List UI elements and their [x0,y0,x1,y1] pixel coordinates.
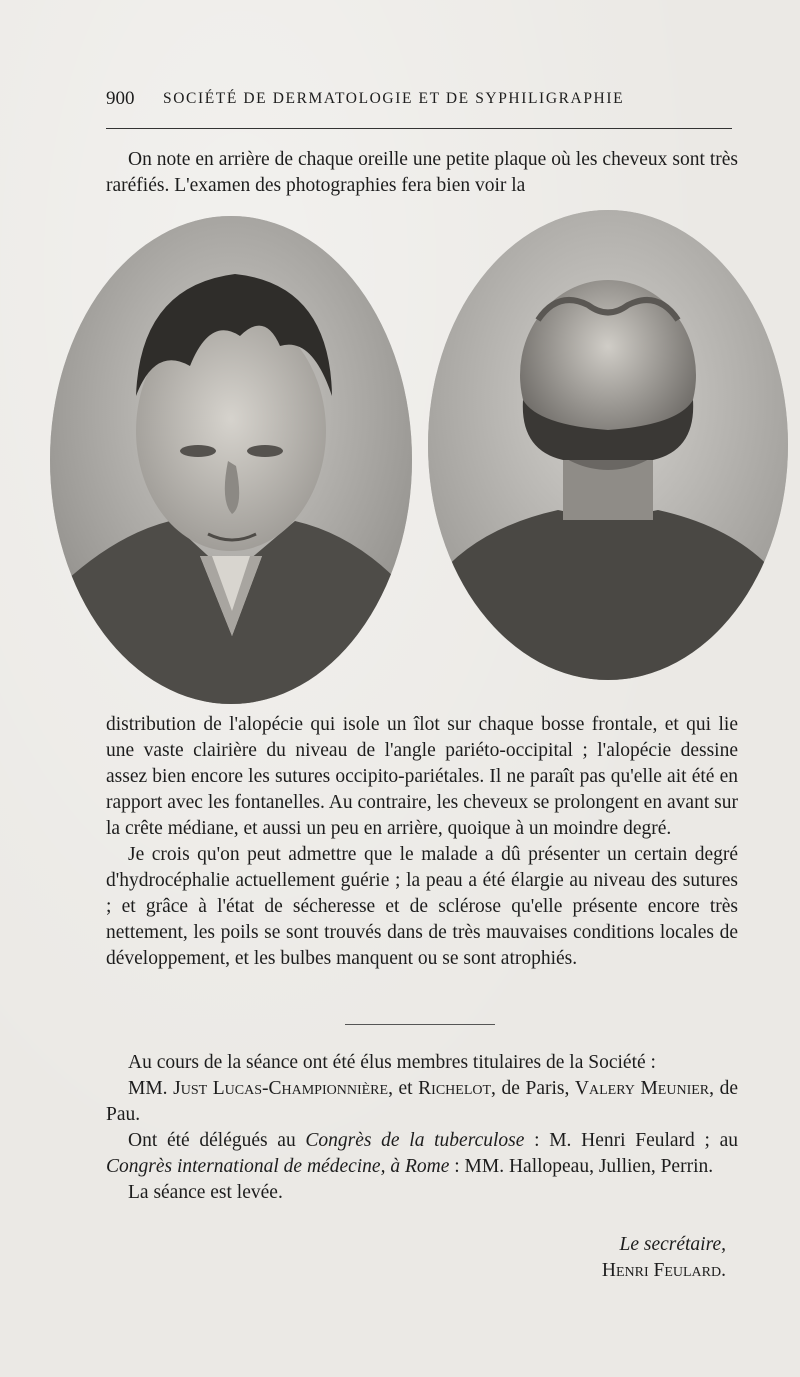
member-name: Just Lucas-Championnière [173,1078,389,1099]
photo-back-image [428,210,788,680]
congress-name: Congrès international de médecine, à Rome [106,1156,450,1177]
page-header [106,88,732,118]
minutes-line-elections: Au cours de la séance ont été élus membres titulaires de la Société : [128,1052,656,1073]
text-run: MM. [128,1078,174,1099]
minutes-line-delegates [106,1128,738,1180]
signature-name: Henri Feulard. [601,1260,726,1281]
photo-front-view [50,216,412,704]
running-title: SOCIÉTÉ DE DERMATOLOGIE ET DE SYPHILIGRAPHIE [163,90,625,107]
photo-back-view [428,210,788,680]
text-run: : M. Henri Feulard ; au [524,1130,739,1151]
text-block-minutes [106,1050,738,1206]
paragraph: On note en arrière de chaque oreille une petite plaque où les cheveux sont très raréfiés. L'examen des photographies fera bien voir la [106,149,738,196]
section-divider [345,1024,495,1025]
photo-front-image [50,216,412,704]
congress-name: Congrès de la tuberculose [305,1130,525,1151]
signature-role-text: Le secrétaire, [619,1234,726,1255]
member-name: Richelot [418,1078,492,1099]
paragraph: Je crois qu'on peut admettre que le malade a dû présenter un certain degré d'hydrocéphalie actuellement guérie ; la peau a été élargie au niveau des sutures ; et grâce à l'état de sécheresse et de sclérose qu'elle présente encore très nettement, les poils se sont trouvés dans de très mauvaises conditions locales de développement, et les bulbes manquent ou se sont atrophiés. [106,844,738,969]
header-rule [106,128,732,129]
signature-role [106,1234,726,1256]
page-number: 900 [106,88,135,109]
text-run: , de Pau. [106,1078,738,1125]
text-block-middle [106,712,738,972]
paragraph: distribution de l'alopécie qui isole un îlot sur chaque bosse frontale, et qui lie une vaste clairière du niveau de l'angle pariéto-occipital ; l'alopécie dessine assez bien encore les sutures occipito-pariétales. Il ne paraît pas qu'elle ait été en rapport avec les fontanelles. Au contraire, les cheveux se prolongent en avant sur la crête médiane, et aussi un peu en arrière, quoique à un moindre degré. [106,714,738,839]
minutes-line-closing: La séance est levée. [128,1182,283,1203]
text-run: : MM. Hallopeau, Jullien, Perrin. [449,1156,714,1177]
minutes-line-members [106,1076,738,1128]
member-name: Valery Meunier [574,1078,710,1099]
text-run: Ont été délégués au [128,1130,306,1151]
text-run: , de Paris, [491,1078,575,1099]
text-block-top [106,147,738,199]
text-run: , et [388,1078,419,1099]
figure-photographs [50,208,790,708]
